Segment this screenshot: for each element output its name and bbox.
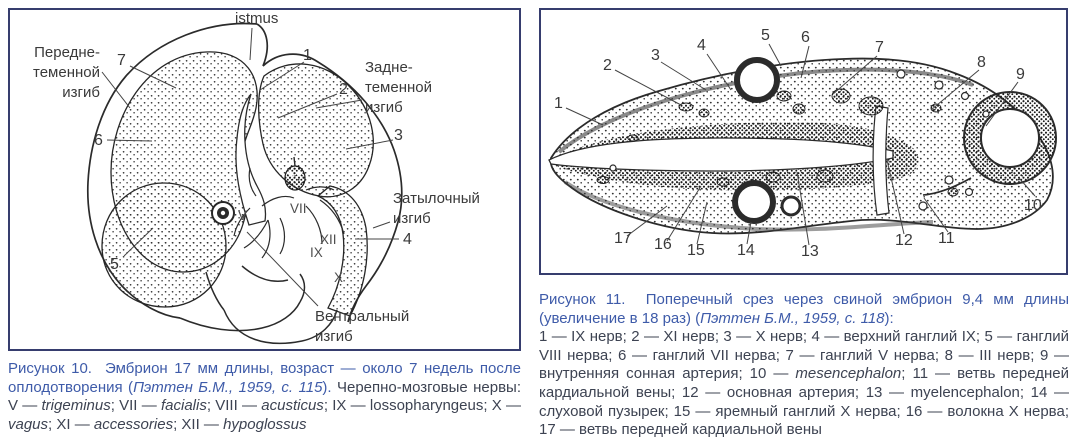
fig10-label-7: 7 (117, 52, 126, 69)
figure-10-panel (8, 8, 521, 351)
fig11-label-11: 11 (938, 230, 955, 247)
fig11-label-3: 3 (651, 47, 660, 64)
fig11-label-13: 13 (801, 243, 819, 260)
otic-vesicle-bottom (735, 183, 773, 221)
fig10-label-5: 5 (110, 256, 119, 273)
fig11-label-10: 10 (1024, 197, 1042, 214)
fig10-label-6: 6 (94, 132, 103, 149)
fig11-label-1: 1 (554, 95, 563, 112)
fig11-label-9: 9 (1016, 66, 1025, 83)
fig11-caption-title: Рисунок 11. Поперечный срез через свиной эмбрион 9,4 мм длины (увеличение в 18 раз) ( (539, 291, 1069, 327)
fig10-caption-title: Рисунок 10. Эмбрион 17 мм длины, возраст — около 7 недель после оплодотворения ( (8, 360, 521, 396)
fig10-label-3: 3 (394, 127, 403, 144)
fig10-label-2: 2 (339, 81, 348, 98)
otic-vesicle-top (737, 60, 777, 100)
fig11-caption-legend: 1 — IX нерв; 2 — XI нерв; 3 — X нерв; 4 — верхний ганглий IX; 5 — ганглий VIII нерва; 6 — ганглий VII нерва; 7 — ганглий V нерва; 8 — III нерв; 9 — внутренняя сонная артерия; 10 — (539, 328, 1069, 383)
fig10-caption-citation: Пэттен Б.М., 1959, с. 115 (133, 378, 323, 396)
fig10-label-XII: XII (320, 232, 337, 247)
fig10-label-VII: VII (290, 201, 307, 216)
fig11-label-14: 14 (737, 242, 755, 259)
fig10-label-IX: IX (310, 245, 323, 260)
eye-icon (212, 202, 234, 224)
brain-lobes (102, 52, 373, 316)
fig11-label-7: 7 (875, 39, 884, 56)
fig10-label-X: X (334, 270, 344, 285)
fig11-label-8: 8 (977, 54, 986, 71)
fig11-label-12: 12 (895, 232, 913, 249)
fig10-label-1: 1 (303, 47, 312, 64)
fig10-label-V: V (238, 208, 248, 223)
fig11-label-5: 5 (761, 27, 770, 44)
fig11-label-6: 6 (801, 29, 810, 46)
figure-11-panel (539, 8, 1068, 275)
fig11-caption-citation: Пэттен Б.М., 1959, с. 118 (700, 309, 885, 327)
fig10-label-4: 4 (403, 231, 412, 248)
fig11-label-2: 2 (603, 57, 612, 74)
label-istmus: istmus (235, 10, 279, 27)
fig11-label-16: 16 (654, 236, 672, 253)
label-posterior-parietal-flexure: Задне- теменной изгиб (365, 59, 432, 116)
label-anterior-parietal-flexure: Передне- теменной изгиб (33, 44, 100, 101)
fig11-label-4: 4 (697, 37, 706, 54)
fig11-label-17: 17 (614, 230, 632, 247)
small-vesicle (782, 197, 800, 215)
caption-figure-11: Рисунок 11. Поперечный срез через свиной эмбрион 9,4 мм длины (увеличение в 18 раз) (Пэттен Б.М., 1959, с. 118): 1 — IX нерв; 2 — XI нерв; 3 — X нерв; 4 — верхний ганглий IX; 5 — ганглий VIII нерва; 6 — ганглий VII нерва; 7 — ганглий V нерва; 8 — III нерв; 9 — внутренняя сонная артерия; 10 — mesencephalon; 11 — ветвь передней кардиальной вены; 12 — основная артерия; 13 — myelencephalon; 14 — слуховой пузырек; 15 — яремный ганглий X нерва; 16 — волокна X нерва; 17 — ветвь передней кардиальной вены (539, 291, 1069, 438)
fig10-caption-legend: Черепно-мозговые нервы: V — (8, 378, 522, 415)
label-ventral-flexure: Вентральный изгиб (315, 308, 410, 345)
caption-figure-10: Рисунок 10. Эмбрион 17 мм длины, возраст — около 7 недель после оплодотворения (Пэттен Б.М., 1959, с. 115). Черепно-мозговые нервы: V — trigeminus; VII — facialis; VIII — acusticus; IX — lossopharyngeus; X — vagus; XI — accessories; XII — hypoglossus (8, 360, 522, 433)
label-occipital-flexure: Затылочный изгиб (393, 190, 480, 227)
fig11-label-15: 15 (687, 242, 705, 259)
